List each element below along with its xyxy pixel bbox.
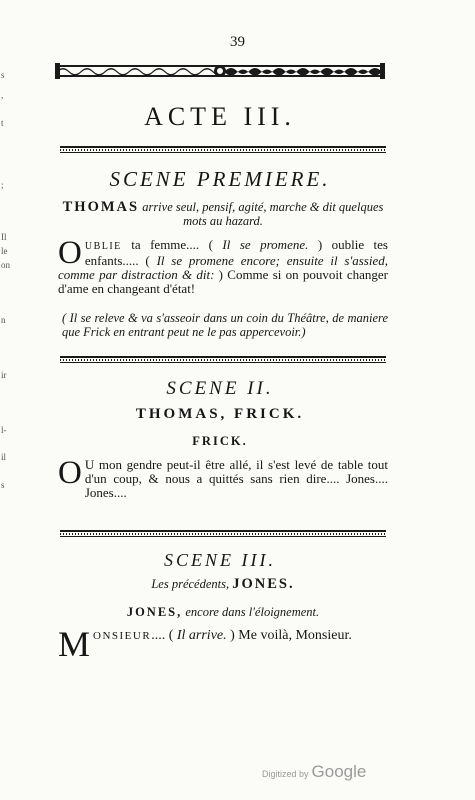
scene1-speech-part3: ) Comme si on pouvoit changer d'ame en changeant d'état! [58,267,388,296]
rule-after-scene1 [60,356,386,363]
scene1-smallcaps: UBLIE [84,241,122,252]
scene1-speech-part1: ta femme.... ( [121,237,223,252]
scene2-speech-text: U mon gendre peut-il être allé, il s'est levé de table tout d'un coup, & nous a quittés sans rien dire.... Jones.... Jones.... [84,457,388,500]
scene2-speaker: FRICK. [192,434,248,448]
scene3-smallcaps: ONSIEUR [93,630,152,642]
scene1-speech-it1: Il se promene. [222,237,309,252]
scene1-speech-it2: Il se promene encore; ensuite il s'assied, comme par distraction & dit: [58,253,388,282]
watermark-small: Digitized by [262,769,309,779]
ornamental-border [55,61,385,81]
scene2-characters: THOMAS, FRICK. [135,406,305,422]
scene3-speech-part1: .... ( [151,628,177,643]
rule-after-act [60,146,386,153]
scene3-drop-cap: M [58,624,91,664]
watermark-logo: Google [311,762,367,781]
rule-after-scene2 [60,530,386,537]
page-number: 39 [230,34,245,50]
scene3-direction-text: encore dans l'éloignement. [185,605,320,619]
scene1-drop-cap: O [58,235,82,271]
act-title: ACTE III. [144,102,296,131]
scene1-title: SCENE PREMIERE. [109,167,331,191]
scene3-direction [58,605,388,619]
scene2-drop-cap: O [58,455,82,491]
scene1-direction-text: arrive seul, pensif, agité, marche & dit quelques mots au hazard. [142,200,384,228]
scene3-characters-name: JONES. [232,576,295,592]
scene3-direction-name: JONES, [126,605,183,619]
scene1-direction-name: THOMAS [62,199,140,215]
scene3-speech [58,624,388,664]
scene3-title: SCENE III. [164,550,276,570]
scene3-speech-it1: Il arrive. [176,628,227,643]
scene1-direction [58,200,388,228]
digitized-watermark [262,762,366,782]
scene2-title: SCENE II. [166,378,274,399]
scene2-speech [58,455,388,500]
scene1-speech [58,235,388,296]
scene1-aside: ( Il se releve & va s'asseoir dans un coin du Théâtre, de maniere que Frick en entrant peut ne le pas appercevoir.) [62,311,388,339]
scene3-speech-part2: ) Me voilà, Monsieur. [226,628,352,643]
scene1-speech-part2: ) oublie tes enfants..... ( [84,237,388,268]
scene3-characters [58,577,388,591]
scene3-characters-it: Les précédents, [151,577,230,591]
left-margin-bleed: s , t ; Il le on n ir l- il s [1,70,10,490]
